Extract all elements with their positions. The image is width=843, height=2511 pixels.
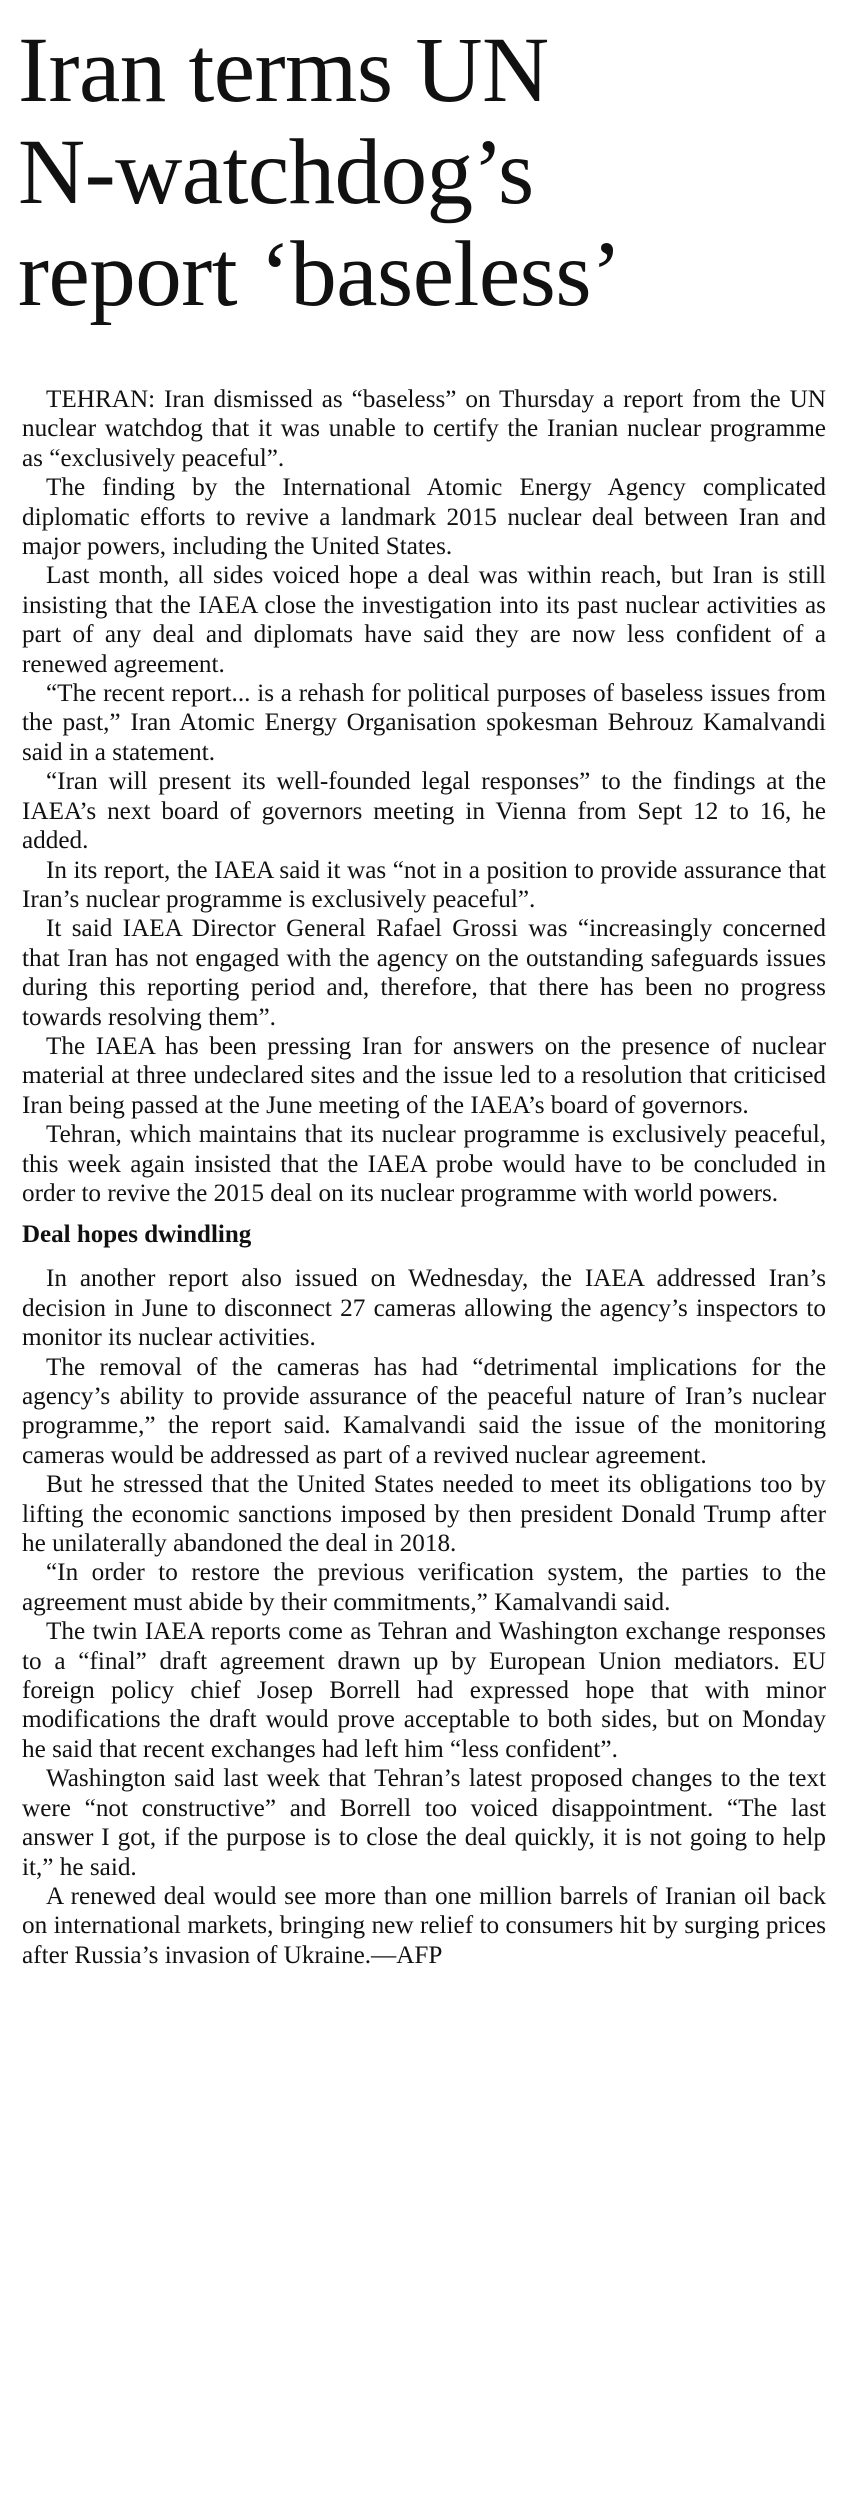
paragraph-15: Washington said last week that Tehran’s latest proposed changes to the text were “not constructive” and Borrell too voiced disappointment. “The last answer I got, if the purpose is to close the deal quickly, it is not going to help it,” he said. [22,1765,826,1881]
headline-line-2: N-watchdog’s [18,121,534,224]
paragraph-11: The removal of the cameras has had “detrimental implications for the agency’s ability to provide assurance of the peaceful nature of Iran’s nuclear programme,” the report said. Kamalvandi said the issue of the monitoring cameras would be addressed as part of a revived nuclear agreement. [22,1353,826,1469]
paragraph-10: In another report also issued on Wednesday, the IAEA addressed Iran’s decision in June to disconnect 27 cameras allowing the agency’s inspectors to monitor its nuclear activities. [22,1265,826,1352]
headline-line-1: Iran terms UN [18,19,549,122]
paragraph-6: In its report, the IAEA said it was “not in a position to provide assurance that Iran’s nuclear programme is exclusively peaceful”. [22,856,826,913]
paragraph-2: The finding by the International Atomic Energy Agency complicated diplomatic efforts to revive a landmark 2015 nuclear deal between Iran and major powers, including the United States. [22,474,826,561]
article-body [22,385,826,1970]
paragraph-14: The twin IAEA reports come as Tehran and Washington exchange responses to a “final” draft agreement drawn up by European Union mediators. EU foreign policy chief Josep Borrell had expressed hope that with minor modifications the draft would prove acceptable to both sides, but on Monday he said that recent exchanges had left him “less confident”. [22,1618,826,1763]
subheading: Deal hopes dwindling [22,1221,252,1249]
headline [18,20,828,326]
paragraph-16: A renewed deal would see more than one million barrels of Iranian oil back on international markets, bringing new relief to consumers hit by surging prices after Russia’s invasion of Ukraine.—AFP [22,1882,826,1969]
headline-line-3: report ‘baseless’ [18,223,622,326]
paragraph-5: “Iran will present its well-founded legal responses” to the findings at the IAEA’s next board of governors meeting in Vienna from Sept 12 to 16, he added. [22,768,826,855]
paragraph-8: The IAEA has been pressing Iran for answers on the presence of nuclear material at three undeclared sites and the issue led to a resolution that criticised Iran being passed at the June meeting of the IAEA’s board of governors. [22,1032,826,1119]
paragraph-3: Last month, all sides voiced hope a deal was within reach, but Iran is still insisting that the IAEA close the investigation into its past nuclear activities as part of any deal and diplomats have said they are now less confident of a renewed agreement. [22,562,826,678]
paragraph-13: “In order to restore the previous verification system, the parties to the agreement must abide by their commitments,” Kamalvandi said. [22,1559,826,1616]
paragraph-1: TEHRAN: Iran dismissed as “baseless” on Thursday a report from the UN nuclear watchdog that it was unable to certify the Iranian nuclear programme as “exclusively peaceful”. [22,386,826,472]
paragraph-4: “The recent report... is a rehash for political purposes of baseless issues from the past,” Iran Atomic Energy Organisation spokesman Behrouz Kamalvandi said in a statement. [22,680,826,766]
paragraph-7: It said IAEA Director General Rafael Grossi was “increasingly concerned that Iran has not engaged with the agency on the outstanding safeguards issues during this reporting period and, therefore, that there has been no progress towards resolving them”. [22,915,826,1031]
paragraph-12: But he stressed that the United States needed to meet its obligations too by lifting the economic sanctions imposed by then president Donald Trump after he unilaterally abandoned the deal in 2018. [22,1471,826,1558]
paragraph-9: Tehran, which maintains that its nuclear programme is exclusively peaceful, this week again insisted that the IAEA probe would have to be concluded in order to revive the 2015 deal on its nuclear programme with world powers. [22,1121,826,1207]
